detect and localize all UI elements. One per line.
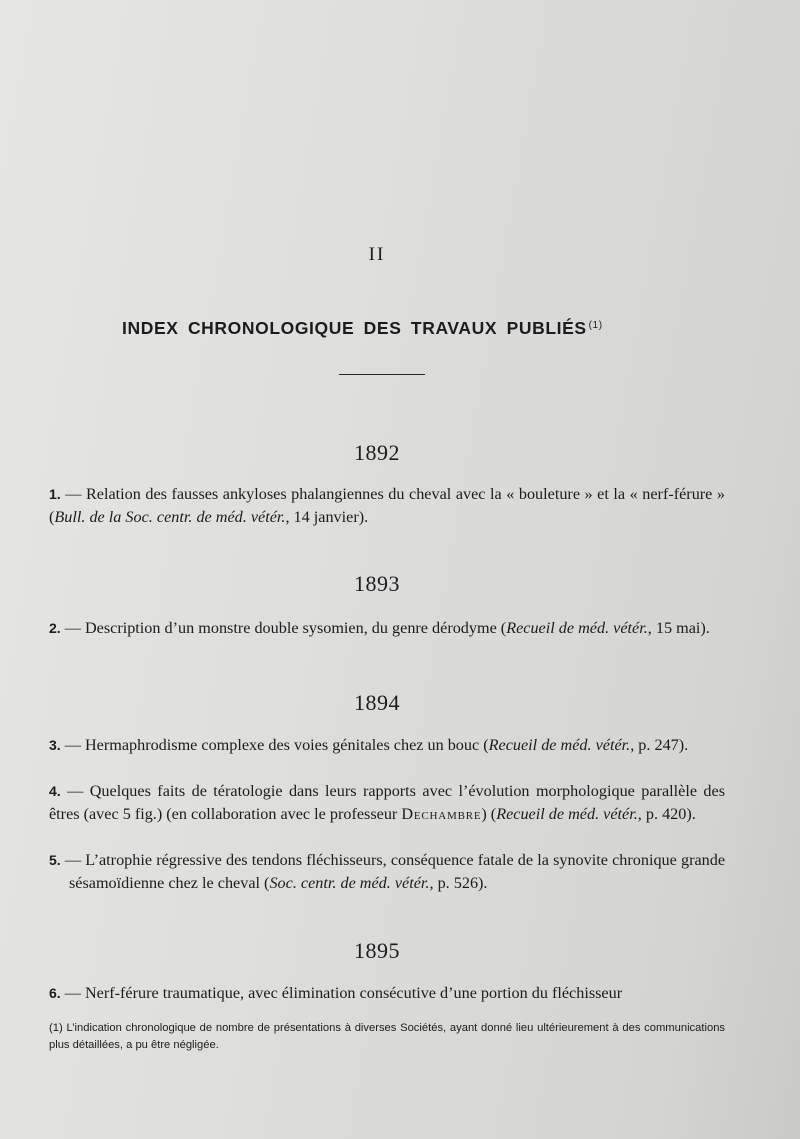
entry-1 — [49, 483, 725, 529]
page-title — [122, 318, 682, 339]
footnote-text: L’indication chronologique de nombre de présentations à diverses Sociétés, ayant donné lieu ultérieurement à des communications plus détaillées, a pu être négligée. — [49, 1022, 726, 1051]
entry-source: Recueil de méd. vétér. — [496, 805, 638, 823]
entry-4 — [49, 780, 725, 826]
entry-number: 1. — [49, 486, 61, 502]
footnote — [49, 1020, 725, 1054]
entry-number: 6. — [49, 985, 61, 1001]
entry-number: 5. — [49, 852, 61, 868]
entry-5 — [49, 849, 725, 895]
entry-text: , 14 janvier). — [285, 508, 369, 526]
year-heading-1895: 1895 — [354, 938, 400, 963]
entry-source: Bull. de la Soc. centr. de méd. vétér. — [54, 508, 286, 526]
entry-author: Dechambre — [401, 805, 482, 823]
title-footnote-marker: (1) — [588, 320, 603, 331]
entry-text: ) ( — [481, 805, 497, 823]
entry-text: — Nerf-férure traumatique, avec élimination consécutive d’une portion du fléchisseur — [64, 984, 623, 1002]
entry-text: — Quelques faits de tératologie dans leurs rapports avec l’évolution morphologique parallèle des êtres (avec 5 fig.) (en collaboration avec le professeur — [49, 782, 726, 823]
entry-3 — [49, 734, 725, 757]
year-heading-1892: 1892 — [354, 440, 400, 465]
footnote-marker: (1) — [49, 1022, 63, 1034]
entry-6 — [49, 982, 725, 1005]
entry-source: Soc. centr. de méd. vétér. — [269, 874, 430, 892]
entry-2 — [49, 617, 725, 640]
entry-text: — L’atrophie régressive des tendons fléchisseurs, conséquence fatale de la synovite chronique grande sésamoïdienne chez le cheval ( — [64, 851, 726, 892]
entry-text: , p. 420). — [637, 805, 696, 823]
entry-number: 2. — [49, 620, 61, 636]
entry-text: — Hermaphrodisme complexe des voies génitales chez un bouc ( — [64, 736, 489, 754]
entry-text: , p. 526). — [429, 874, 488, 892]
entry-number: 4. — [49, 783, 61, 799]
section-number: II — [368, 244, 386, 265]
entry-source: Recueil de méd. vétér. — [488, 736, 631, 754]
page-title-text: INDEX CHRONOLOGIQUE DES TRAVAUX PUBLIÉS — [122, 318, 587, 338]
entry-text: — Relation des fausses ankyloses phalangiennes du cheval avec la « bouleture » et la « nerf-férure » ( — [49, 485, 725, 526]
entry-text: , 15 mai). — [647, 619, 710, 637]
entry-text: , p. 247). — [630, 736, 689, 754]
year-heading-1893: 1893 — [354, 571, 400, 596]
entry-number: 3. — [49, 737, 61, 753]
entry-source: Recueil de méd. vétér. — [506, 619, 648, 637]
entry-text: — Description d’un monstre double sysomien, du genre dérodyme ( — [64, 619, 507, 637]
year-heading-1894: 1894 — [354, 690, 400, 715]
title-divider — [339, 374, 425, 375]
